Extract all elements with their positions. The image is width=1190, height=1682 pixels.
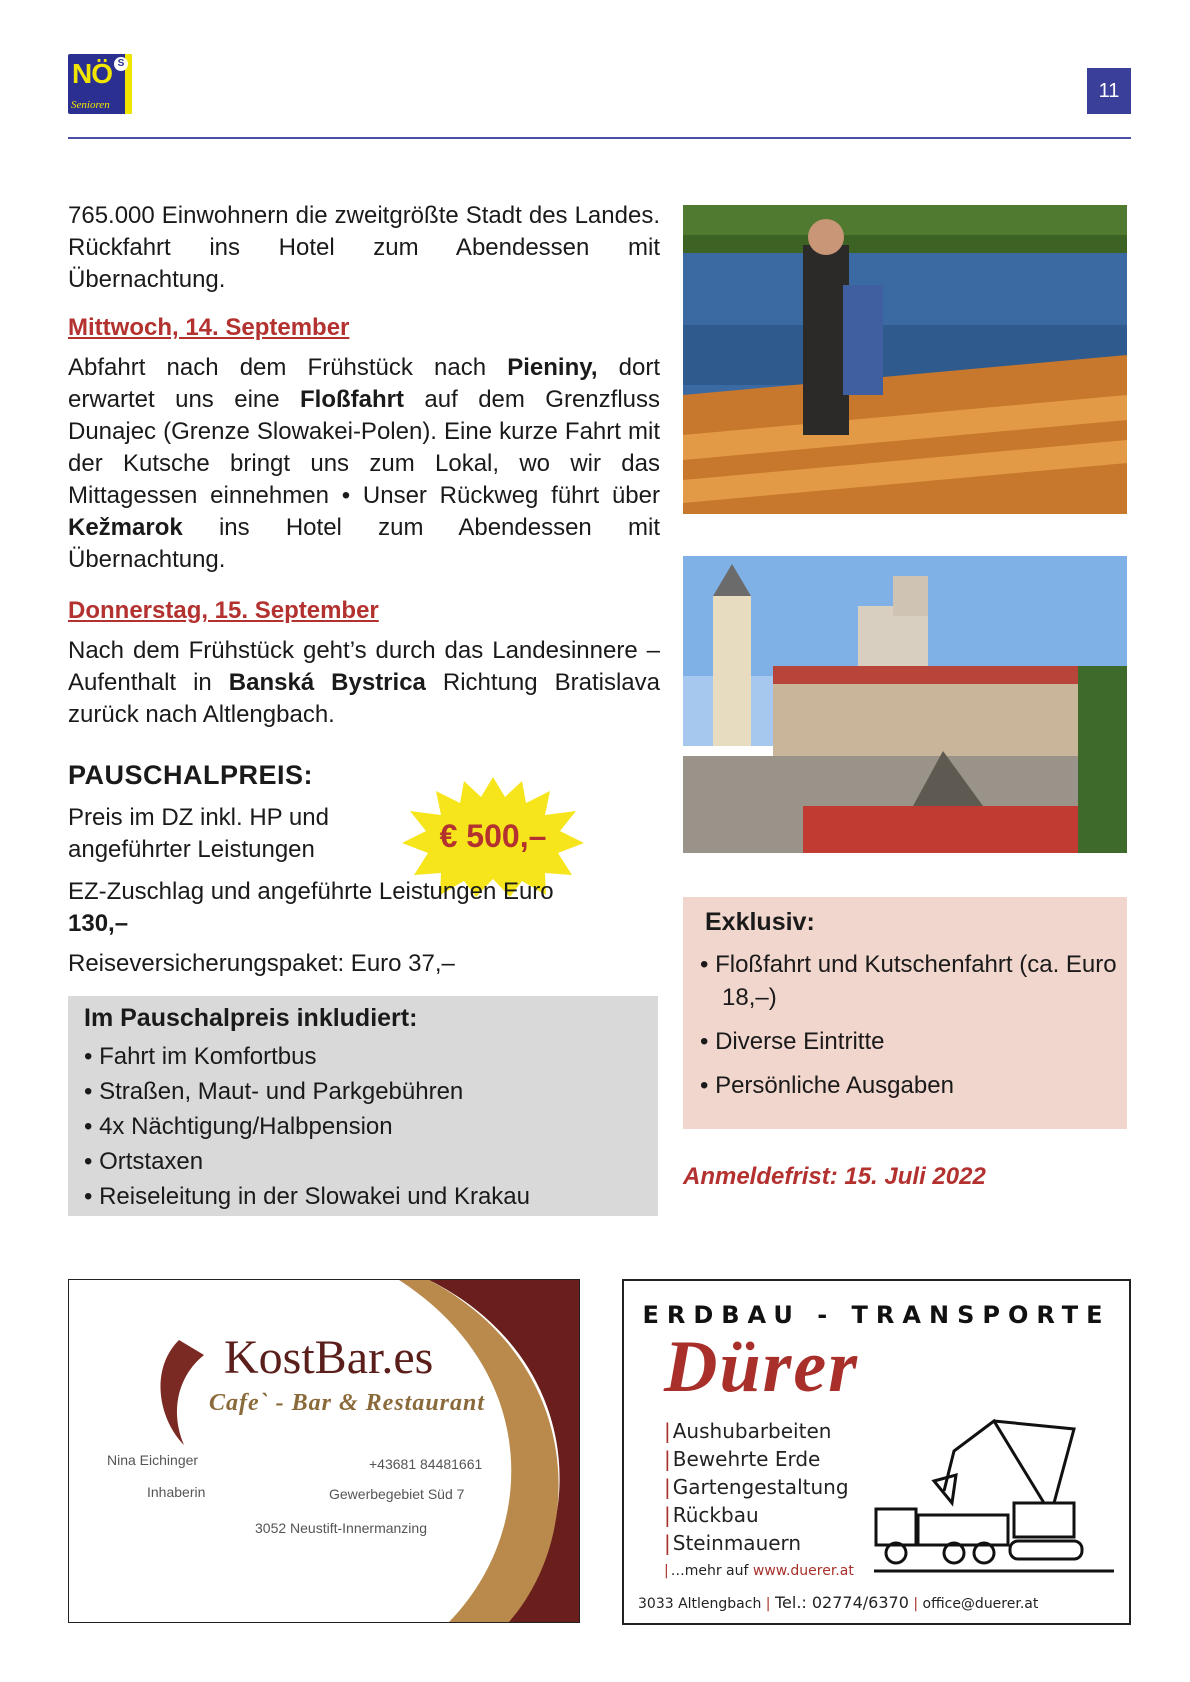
photo-tree [1078, 666, 1127, 853]
kostbar-role: Inhaberin [147, 1484, 206, 1500]
list-item: • Diverse Eintritte [700, 1028, 885, 1055]
price-amount: € 500,– [439, 818, 547, 854]
logo-badge: S [114, 57, 128, 71]
thursday-paragraph: Nach dem Frühstück geht’s durch das Landesinnere – Aufenthalt in Banská Bystrica Richtung Bratislava zurück nach Altlengbach. [68, 637, 660, 728]
kostbar-brand: KostBar.es [224, 1331, 434, 1384]
durer-ad [622, 1279, 1131, 1625]
list-item: • Persönliche Ausgaben [700, 1072, 954, 1099]
excavator-boom [994, 1421, 1074, 1503]
place-banska-bystrica: Banská Bystrica [228, 669, 426, 696]
kostbar-owner: Nina Eichinger [107, 1452, 199, 1468]
list-item: • Fahrt im Komfortbus [84, 1043, 317, 1070]
photo-cathedral-tower [893, 576, 928, 616]
kostbar-ad [68, 1279, 580, 1623]
included-heading: Im Pauschalpreis inkludiert: [84, 1004, 418, 1032]
header-divider [68, 137, 1131, 139]
list-item: | Rückbau [664, 1503, 759, 1527]
photo-clock-tower [713, 596, 751, 746]
kostbar-city: 3052 Neustift-Innermanzing [255, 1520, 427, 1536]
list-item: • Ortstaxen [84, 1148, 204, 1175]
durer-header: ERDBAU - TRANSPORTE [642, 1301, 1111, 1329]
list-item: • 4x Nächtigung/Halbpension [84, 1113, 393, 1140]
photo-helper [843, 285, 883, 395]
exclusive-heading: Exklusiv: [705, 908, 815, 936]
exclusive-list [700, 948, 1120, 1113]
logo-main-text: NÖ [72, 58, 112, 89]
single-supplement-amount: 130,– [68, 910, 129, 937]
list-item: | Steinmauern [664, 1531, 802, 1555]
durer-brand: Dürer [664, 1326, 860, 1408]
durer-services [664, 1417, 854, 1585]
day-heading-wednesday: Mittwoch, 14. September [68, 314, 350, 341]
excavator-track [1010, 1541, 1082, 1559]
page-number: 11 [1087, 68, 1131, 114]
place-pieniny: Pieniny, [507, 354, 598, 381]
photo-raftsman [803, 245, 849, 435]
list-item: | Gartengestaltung [664, 1475, 849, 1499]
wednesday-paragraph: Abfahrt nach dem Frühstück nach Pieniny, dort erwartet uns eine Floßfahrt auf dem Grenzfluss Dunajec (Grenze Slowakei-Polen). Eine kurze Fahrt mit der Kutsche bringt uns zum Lokal, wo wir das Mittagessen einnehmen • Unser Rückweg führt über Kežmarok ins Hotel zum Abendessen mit Übernachtung. [68, 354, 660, 573]
photo-buildings [773, 676, 1127, 756]
durer-contact: 3033 Altlengbach | Tel.: 02774/6370 | office@duerer.at [638, 1593, 1039, 1612]
excavator-body [1014, 1503, 1074, 1537]
kostbar-emblem [160, 1340, 204, 1445]
list-item: • Floßfahrt und Kutschenfahrt (ca. Euro 18,–) [700, 951, 1117, 1011]
included-list [84, 1039, 654, 1214]
list-item: • Straßen, Maut- und Parkgebühren [84, 1078, 464, 1105]
durer-more-link: | …mehr auf www.duerer.at [664, 1563, 854, 1579]
noe-senioren-logo [68, 54, 132, 114]
rafting-photo [683, 205, 1127, 514]
place-kezmarok: Kežmarok [68, 514, 183, 541]
excavator-icon [874, 1411, 1114, 1586]
truck-cab [876, 1509, 916, 1545]
price-single-supplement: EZ-Zuschlag und angeführte Leistungen Euro 130,– [68, 878, 554, 937]
list-item: • Reiseleitung in der Slowakei und Krakau [84, 1183, 530, 1210]
kostbar-tagline: Cafe` - Bar & Restaurant [209, 1390, 486, 1416]
truck-bed [918, 1515, 1008, 1545]
price-double-room: Preis im DZ inkl. HP und angeführter Leistungen [68, 804, 329, 863]
banska-bystrica-photo [683, 556, 1127, 853]
kostbar-phone: +43681 84481661 [369, 1456, 483, 1472]
intro-paragraph: 765.000 Einwohnern die zweitgrößte Stadt des Landes. Rückfahrt ins Hotel zum Abendessen mit Übernachtung. [68, 202, 660, 293]
photo-roofs [773, 666, 1127, 684]
kostbar-street: Gewerbegebiet Süd 7 [329, 1486, 465, 1502]
logo-sub-text: Senioren [71, 99, 110, 111]
list-item: | Aushubarbeiten [664, 1419, 832, 1443]
excavator-arm [944, 1421, 1044, 1503]
price-heading: PAUSCHALPREIS: [68, 760, 314, 790]
list-item: | Bewehrte Erde [664, 1447, 821, 1471]
activity-rafting: Floßfahrt [300, 386, 404, 413]
day-heading-thursday: Donnerstag, 15. September [68, 597, 379, 624]
price-insurance: Reiseversicherungspaket: Euro 37,– [68, 950, 455, 977]
photo-raftsman-head [808, 219, 844, 255]
registration-deadline: Anmeldefrist: 15. Juli 2022 [683, 1163, 986, 1190]
